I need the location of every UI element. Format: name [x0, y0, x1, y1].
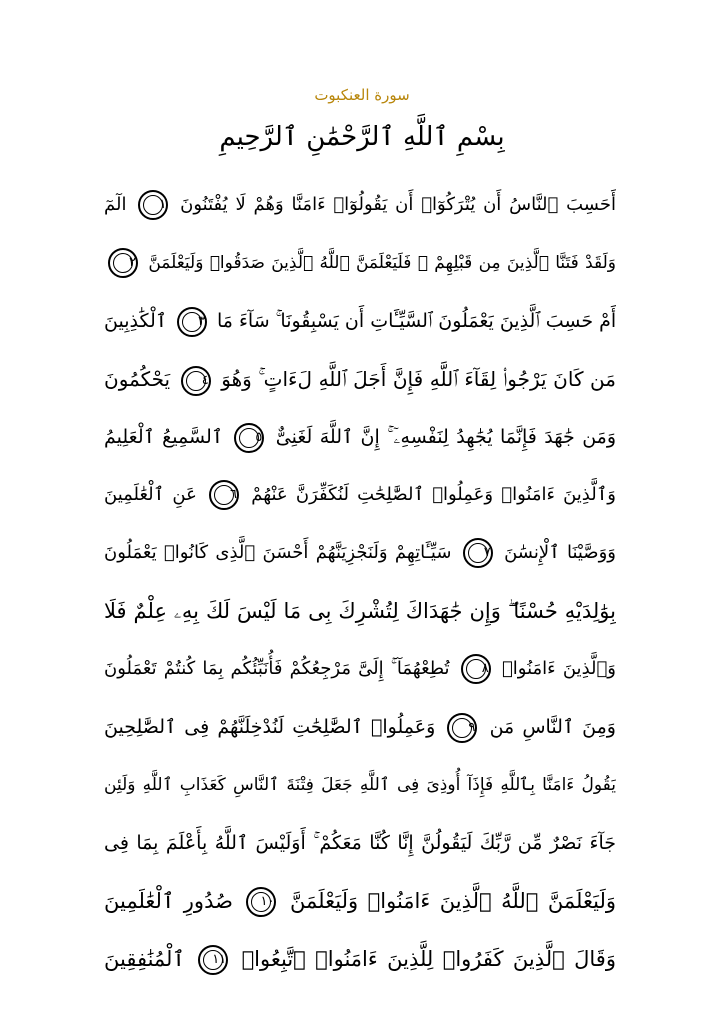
surah-title: سورة العنكبوت [314, 86, 410, 104]
ayah-number-marker: ٧ [463, 538, 493, 568]
verse-text: جَآءَ نَصْرٌ مِّن رَّبِّكَ لَيَقُولُنَّ إِنَّا كُنَّا مَعَكُمْ ۚ أَوَلَيْسَ ٱللَّهُ بِأَعْلَمَ بِمَا فِى [104, 832, 616, 854]
verse-line [104, 466, 616, 524]
verse-text: وَقَالَ ٱلَّذِينَ كَفَرُوا۟ لِلَّذِينَ ءَامَنُوا۟ ٱتَّبِعُوا۟ [241, 947, 616, 971]
verse-lines [104, 176, 616, 988]
verse-line [104, 292, 616, 350]
verse-line [104, 350, 616, 408]
verse-line [104, 408, 616, 466]
verse-text: الٓمٓ [104, 194, 127, 215]
verse-text: وَوَصَّيْنَا ٱلْإِنسَٰنَ [504, 542, 616, 563]
verse-line [104, 640, 616, 698]
verse-text: سَيِّـَٔاتِهِمْ وَلَنَجْزِيَنَّهُمْ أَحْسَنَ ٱلَّذِى كَانُوا۟ يَعْمَلُونَ [104, 542, 452, 563]
verse-text: وَٱلَّذِينَ ءَامَنُوا۟ [502, 658, 616, 679]
verse-line [104, 582, 616, 640]
verse-line [104, 814, 616, 872]
verse-text: بِوَٰلِدَيْهِ حُسْنًا ۖ وَإِن جَٰهَدَاكَ لِتُشْرِكَ بِى مَا لَيْسَ لَكَ بِهِۦ عِلْمٌ فَلَا [104, 599, 616, 623]
ayah-number-marker: ٤ [181, 366, 211, 396]
verse-text: يَقُولُ ءَامَنَّا بِٱللَّهِ فَإِذَآ أُوذِىَ فِى ٱللَّهِ جَعَلَ فِتْنَةَ ٱلنَّاسِ كَعَذَابِ ٱللَّهِ وَلَئِن [104, 775, 616, 795]
verse-text: ٱلْكَٰذِبِينَ [104, 310, 167, 332]
verse-text: يَحْكُمُونَ [104, 367, 171, 391]
verse-line [104, 234, 616, 292]
verse-text: وَٱلَّذِينَ ءَامَنُوا۟ وَعَمِلُوا۟ ٱلصَّٰلِحَٰتِ لَنُكَفِّرَنَّ عَنْهُمْ [251, 484, 616, 505]
ayah-number-marker: ٨ [461, 654, 491, 684]
verse-text: تُطِعْهُمَآ ۚ إِلَىَّ مَرْجِعُكُمْ فَأُنَبِّئُكُم بِمَا كُنتُمْ تَعْمَلُونَ [104, 658, 450, 679]
verse-line [104, 872, 616, 930]
verse-text: عَنِ ٱلْعَٰلَمِينَ [104, 484, 197, 505]
ayah-number-marker: ٦ [209, 480, 239, 510]
verse-line [104, 698, 616, 756]
ayah-number-marker: ١ [138, 190, 168, 220]
ayah-number-marker: ١٠ [246, 887, 276, 917]
ayah-number-marker: ٩ [447, 713, 477, 743]
verse-text: وَمَن جَٰهَدَ فَإِنَّمَا يُجَٰهِدُ لِنَفْسِهِۦٓ ۚ إِنَّ ٱللَّهَ لَغَنِىٌّ [275, 426, 616, 448]
ayah-number-marker: ١١ [198, 945, 228, 975]
verse-text: مَن كَانَ يَرْجُوا۟ لِقَآءَ ٱللَّهِ فَإِنَّ أَجَلَ ٱللَّهِ لَءَاتٍ ۚ وَهُوَ [221, 367, 616, 391]
verse-text: وَلَيَعْلَمَنَّ ٱللَّهُ ٱلَّذِينَ ءَامَنُوا۟ وَلَيَعْلَمَنَّ [290, 889, 616, 913]
verse-text: وَمِنَ ٱلنَّاسِ مَن [489, 716, 616, 738]
ayah-number-marker: ٢ [108, 248, 138, 278]
verse-text: أَمْ حَسِبَ ٱلَّذِينَ يَعْمَلُونَ ٱلسَّيِّـَٔاتِ أَن يَسْبِقُونَا ۚ سَآءَ مَا [216, 310, 616, 332]
ayah-number-marker: ٥ [234, 423, 264, 453]
verse-text: أَحَسِبَ ٱلنَّاسُ أَن يُتْرَكُوٓا۟ أَن يَقُولُوٓا۟ ءَامَنَّا وَهُمْ لَا يُفْتَنُونَ [180, 194, 616, 215]
verse-text: وَعَمِلُوا۟ ٱلصَّٰلِحَٰتِ لَنُدْخِلَنَّهُمْ فِى ٱلصَّٰلِحِينَ [104, 716, 436, 738]
verse-line [104, 756, 616, 814]
basmala: بِسْمِ ٱللَّهِ ٱلرَّحْمَٰنِ ٱلرَّحِيمِ [219, 122, 505, 152]
verse-line [104, 176, 616, 234]
verse-line [104, 524, 616, 582]
verse-text: صُدُورِ ٱلْعَٰلَمِينَ [104, 889, 233, 913]
verse-text: وَلَقَدْ فَتَنَّا ٱلَّذِينَ مِن قَبْلِهِمْ ۖ فَلَيَعْلَمَنَّ ٱللَّهُ ٱلَّذِينَ صَدَقُوا۟ وَلَيَعْلَمَنَّ [148, 253, 616, 273]
verse-text: ٱلسَّمِيعُ ٱلْعَلِيمُ [104, 426, 223, 448]
verse-line [104, 930, 616, 988]
verse-text: ٱلْمُنَٰفِقِينَ [104, 947, 185, 971]
ayah-number-marker: ٣ [177, 307, 207, 337]
